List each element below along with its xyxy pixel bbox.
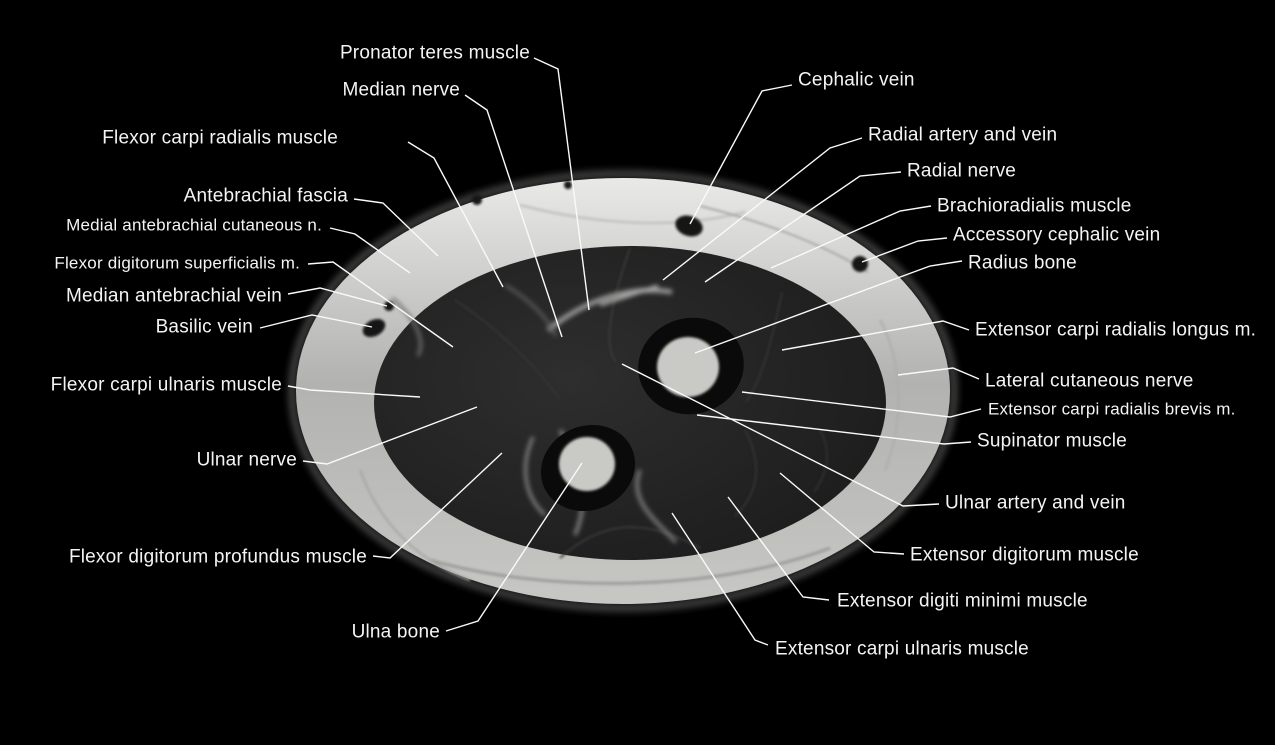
label-brachioradialis-muscle: Brachioradialis muscle: [937, 195, 1132, 217]
label-radius-bone: Radius bone: [968, 252, 1077, 274]
label-radial-artery-and-vein: Radial artery and vein: [868, 124, 1058, 146]
label-ulna-bone: Ulna bone: [351, 621, 440, 643]
label-extensor-digitorum-muscle: Extensor digitorum muscle: [910, 544, 1139, 566]
label-basilic-vein: Basilic vein: [155, 316, 253, 338]
label-antebrachial-fascia: Antebrachial fascia: [183, 185, 348, 207]
label-flexor-carpi-ulnaris-muscle: Flexor carpi ulnaris muscle: [50, 374, 282, 396]
label-flexor-digitorum-profundus-muscle: Flexor digitorum profundus muscle: [68, 546, 367, 568]
label-accessory-cephalic-vein: Accessory cephalic vein: [953, 224, 1161, 246]
label-pronator-teres-muscle: Pronator teres muscle: [339, 42, 530, 64]
label-flexor-carpi-radialis-muscle: Flexor carpi radialis muscle: [102, 127, 338, 149]
label-extensor-carpi-radialis-brevis-m: Extensor carpi radialis brevis m.: [988, 399, 1236, 419]
label-ulnar-nerve: Ulnar nerve: [196, 449, 297, 471]
label-extensor-carpi-ulnaris-muscle: Extensor carpi ulnaris muscle: [775, 638, 1029, 660]
label-median-nerve: Median nerve: [342, 79, 460, 101]
label-radial-nerve: Radial nerve: [907, 160, 1017, 182]
label-cephalic-vein: Cephalic vein: [798, 69, 915, 91]
label-extensor-carpi-radialis-longus-m: Extensor carpi radialis longus m.: [975, 319, 1257, 341]
label-supinator-muscle: Supinator muscle: [977, 430, 1127, 452]
label-ulnar-artery-and-vein: Ulnar artery and vein: [945, 492, 1126, 514]
label-extensor-digiti-minimi-muscle: Extensor digiti minimi muscle: [837, 590, 1088, 612]
label-lateral-cutaneous-nerve: Lateral cutaneous nerve: [985, 370, 1194, 392]
label-median-antebrachial-vein: Median antebrachial vein: [65, 285, 282, 307]
label-flexor-digitorum-superficialis-m: Flexor digitorum superficialis m.: [54, 253, 300, 273]
label-medial-antebrachial-cutaneous-n: Medial antebrachial cutaneous n.: [66, 215, 322, 235]
